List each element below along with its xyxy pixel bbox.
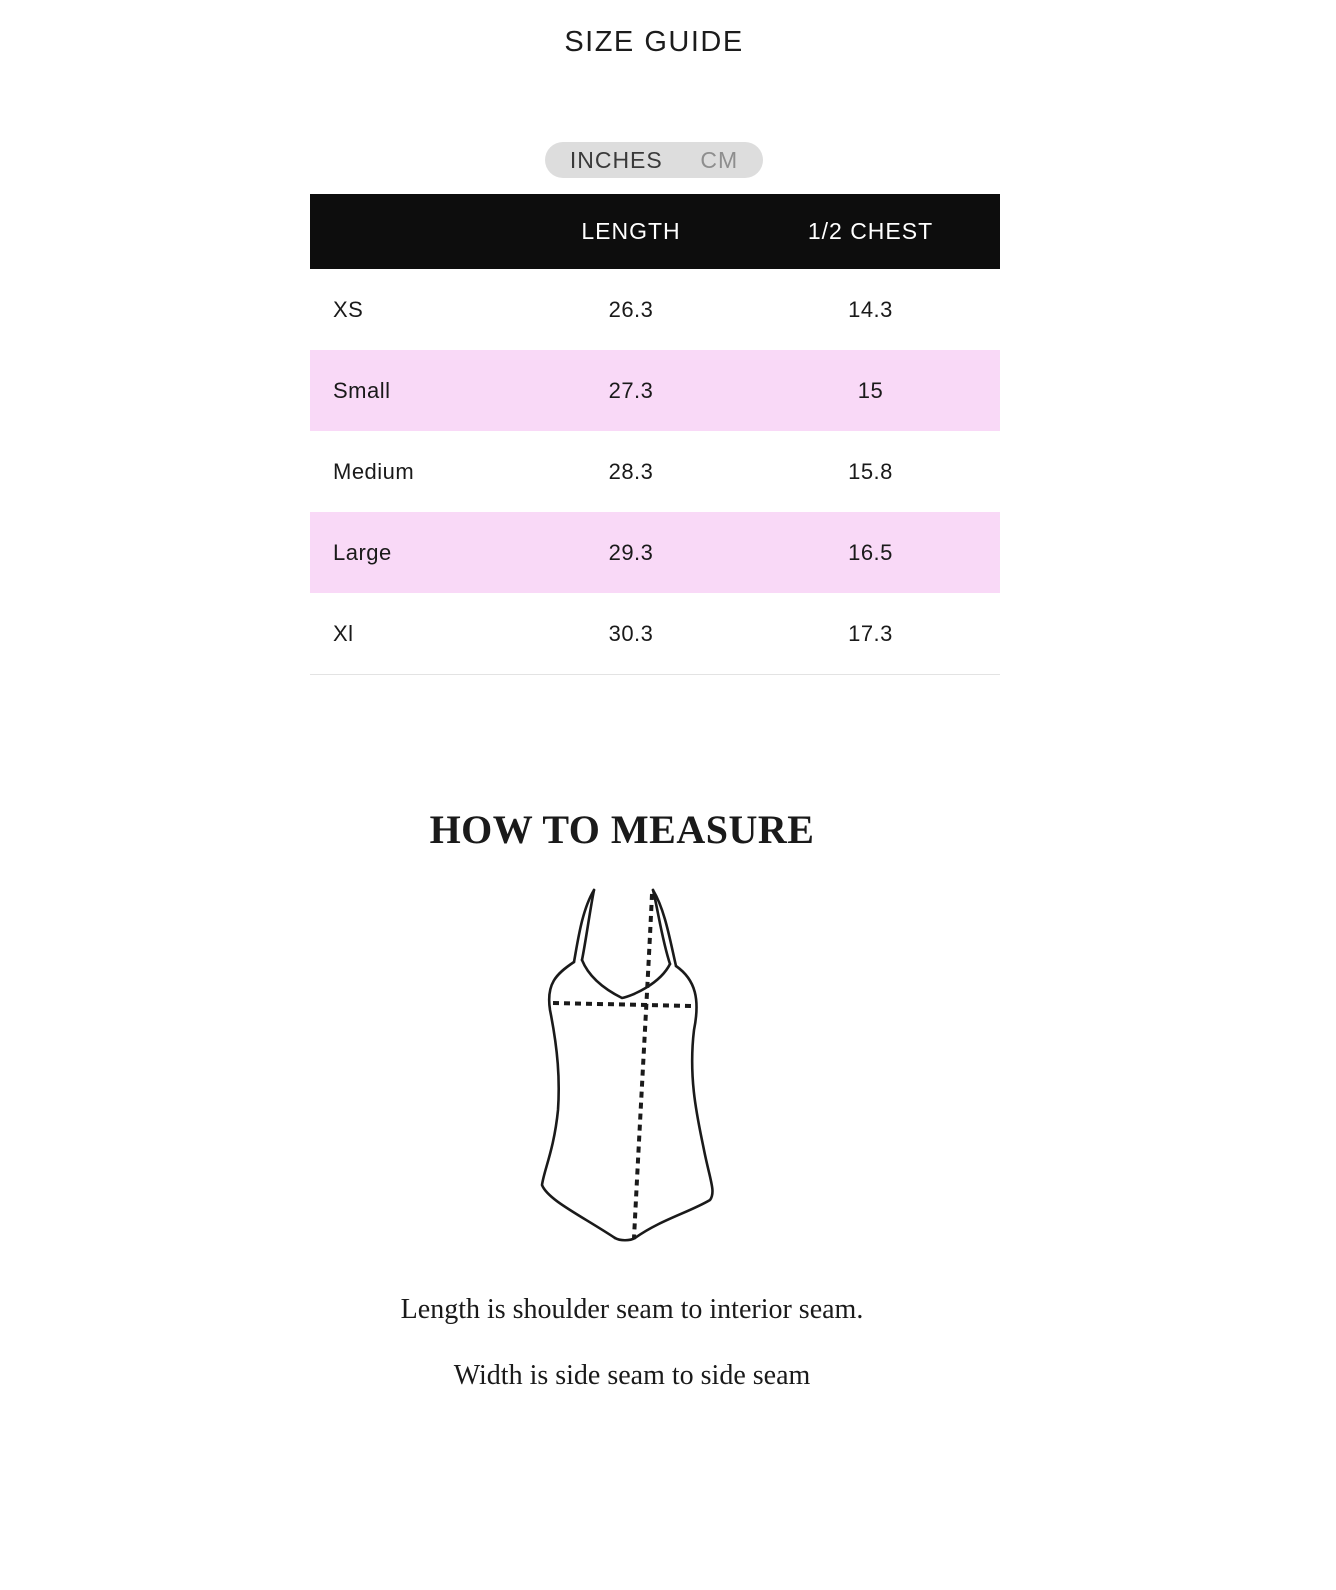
header-length: LENGTH [581,218,681,244]
size-label: Small [333,377,391,403]
size-label: Xl [333,620,354,646]
chest-value: 15.8 [848,458,893,484]
width-note: Width is side seam to side seam [453,1360,811,1391]
table-header [310,194,1000,269]
chest-value: 14.3 [848,296,893,322]
length-value: 30.3 [608,620,654,646]
table-row [310,593,1000,675]
unit-option-inches[interactable]: INCHES [569,146,663,173]
table-row [310,269,1000,350]
how-to-measure-title: HOW TO MEASURE [429,807,815,852]
length-value: 26.3 [608,296,654,322]
chest-value: 15 [857,377,884,403]
length-value: 29.3 [608,539,654,565]
length-note: Length is shoulder seam to interior seam. [400,1294,864,1325]
header-half-chest: 1/2 CHEST [807,218,934,244]
size-label: Medium [333,458,415,484]
page-title: SIZE GUIDE [564,26,744,58]
chest-value: 17.3 [848,620,893,646]
size-table [310,194,1000,675]
bodysuit-diagram-icon [520,880,740,1250]
table-row [310,431,1000,512]
size-label: Large [333,539,392,565]
length-value: 27.3 [608,377,654,403]
unit-option-cm[interactable]: CM [700,146,739,173]
unit-toggle[interactable] [545,142,763,178]
table-row [310,512,1000,593]
size-label: XS [333,296,364,322]
chest-value: 16.5 [848,539,893,565]
table-row [310,350,1000,431]
length-value: 28.3 [608,458,654,484]
